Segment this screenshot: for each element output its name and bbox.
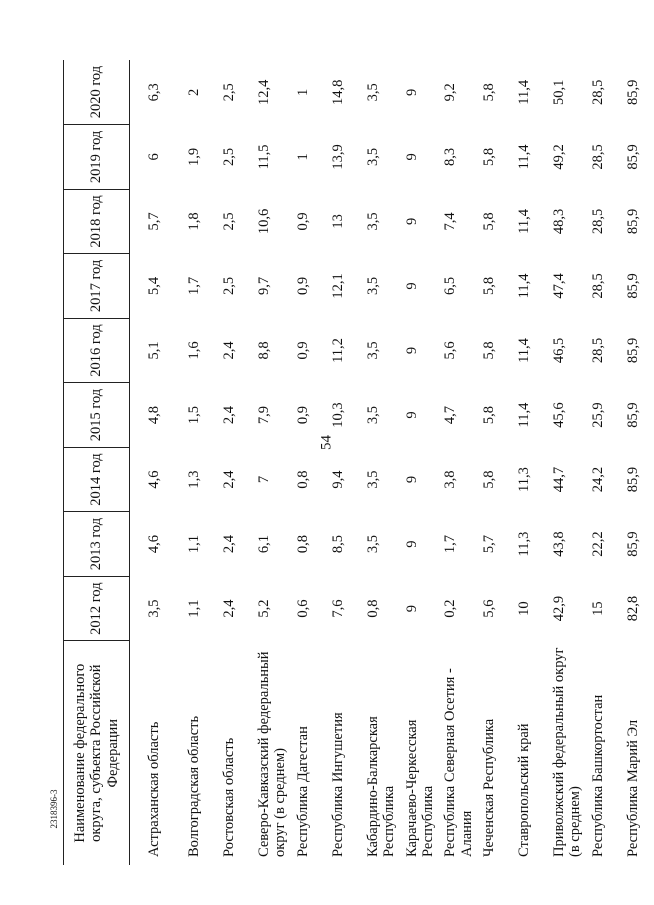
value-text: 1	[294, 153, 311, 161]
value-cell	[436, 189, 475, 254]
value-cell	[180, 189, 215, 254]
value-text: 9	[403, 540, 420, 548]
value-text: 0,9	[294, 276, 311, 296]
value-text: 11,2	[329, 338, 346, 363]
value-text: 5,8	[481, 147, 497, 166]
value-cell	[324, 254, 359, 319]
value-cell	[475, 189, 510, 254]
value-cell	[359, 60, 398, 125]
value-cell	[359, 576, 398, 641]
table-container	[63, 60, 641, 865]
value-cell	[510, 383, 545, 448]
value-cell	[619, 447, 654, 512]
value-cell	[250, 576, 289, 641]
value-text: 6,5	[442, 276, 459, 296]
value-cell	[619, 576, 654, 641]
value-text: 3,5	[364, 147, 381, 166]
region-name-cell: Волгоградская область	[186, 715, 202, 857]
value-text: 2,5	[221, 147, 237, 166]
column-header-year: 2018 год	[64, 189, 130, 254]
value-text: 46,5	[551, 337, 567, 364]
value-text: 24,2	[589, 466, 606, 493]
value-cell	[475, 512, 510, 577]
value-cell	[398, 254, 437, 319]
region-name-cell: Чеченская Республика	[481, 718, 497, 857]
column-header-year: 2016 год	[64, 318, 130, 383]
value-text: 28,5	[589, 208, 606, 235]
value-cell	[545, 125, 584, 190]
value-text: 1,7	[442, 535, 459, 554]
region-name-cell: Ставропольский край	[516, 723, 532, 857]
value-cell	[180, 447, 215, 512]
value-text: 7	[256, 475, 272, 484]
value-cell	[436, 512, 475, 577]
value-text: 9	[403, 346, 420, 355]
value-text: 2,4	[221, 405, 237, 425]
value-cell	[545, 60, 584, 125]
rotated-table	[63, 60, 641, 865]
value-text: 4,8	[146, 405, 162, 425]
value-text: 5,8	[481, 341, 497, 360]
column-header-year: 2014 год	[64, 447, 130, 512]
value-cell	[584, 60, 619, 125]
value-cell	[436, 383, 475, 448]
column-header-year: 2015 год	[64, 383, 130, 448]
value-text: 3,5	[364, 83, 381, 102]
value-text: 3,5	[364, 212, 381, 231]
value-text: 3,5	[364, 405, 381, 425]
value-text: 3,5	[364, 535, 381, 554]
value-cell	[359, 383, 398, 448]
value-cell	[584, 125, 619, 190]
value-cell	[584, 447, 619, 512]
value-cell	[584, 576, 619, 641]
value-cell	[475, 383, 510, 448]
value-cell	[289, 318, 324, 383]
value-cell	[475, 318, 510, 383]
value-cell	[475, 254, 510, 319]
value-text: 28,5	[589, 273, 606, 299]
value-cell	[180, 125, 215, 190]
value-cell	[545, 512, 584, 577]
value-cell	[545, 576, 584, 641]
value-text: 0,6	[294, 599, 311, 618]
value-cell	[324, 576, 359, 641]
value-text: 0,9	[294, 405, 311, 425]
value-cell	[215, 60, 250, 125]
column-header-year: 2020 год	[64, 60, 130, 125]
value-text: 9	[403, 475, 420, 484]
value-cell	[250, 318, 289, 383]
value-text: 5,6	[442, 341, 459, 360]
table-row	[180, 60, 215, 865]
table-row	[324, 60, 359, 865]
value-text: 5,2	[256, 599, 272, 618]
value-cell	[398, 318, 437, 383]
value-text: 48,3	[551, 208, 567, 235]
value-text: 7,9	[256, 405, 272, 425]
value-cell	[250, 254, 289, 319]
value-text: 5,8	[481, 83, 497, 102]
value-cell	[359, 447, 398, 512]
value-cell	[510, 512, 545, 577]
value-text: 2	[186, 88, 202, 96]
table-row	[584, 60, 619, 865]
value-text: 2,4	[221, 599, 237, 618]
value-cell	[130, 60, 181, 125]
value-text: 11,4	[516, 273, 532, 299]
value-text: 5,1	[146, 341, 162, 360]
value-text: 5,7	[146, 212, 162, 231]
value-text: 10,3	[329, 402, 346, 428]
value-cell	[510, 60, 545, 125]
value-cell	[180, 576, 215, 641]
value-text: 11,4	[516, 402, 532, 428]
data-table	[63, 60, 654, 865]
value-cell	[324, 318, 359, 383]
value-cell	[475, 60, 510, 125]
value-cell	[398, 512, 437, 577]
value-text: 47,4	[551, 273, 567, 299]
value-cell	[398, 60, 437, 125]
value-text: 0,8	[294, 535, 311, 554]
value-text: 5,8	[481, 212, 497, 231]
table-row	[250, 60, 289, 865]
table-body	[130, 60, 654, 865]
value-cell	[545, 447, 584, 512]
value-cell	[250, 189, 289, 254]
value-text: 0,8	[364, 599, 381, 618]
value-cell	[250, 512, 289, 577]
value-text: 3,8	[442, 470, 459, 489]
value-cell	[180, 512, 215, 577]
value-text: 6,1	[256, 535, 272, 554]
value-text: 28,5	[589, 144, 606, 170]
value-cell	[289, 189, 324, 254]
value-cell	[619, 60, 654, 125]
value-text: 2,5	[221, 83, 237, 102]
value-text: 7,6	[329, 599, 346, 618]
column-header-year: 2017 год	[64, 254, 130, 319]
column-header-year: 2019 год	[64, 125, 130, 190]
value-text: 3,5	[364, 470, 381, 489]
value-text: 45,6	[551, 402, 567, 428]
value-cell	[510, 447, 545, 512]
value-text: 49,2	[551, 144, 567, 170]
value-text: 8,3	[442, 147, 459, 166]
value-text: 14,8	[329, 79, 346, 105]
document-code: 2318396-3	[49, 789, 59, 829]
value-text: 0,8	[294, 470, 311, 489]
value-text: 6,3	[146, 83, 162, 102]
region-name-cell: Приволжский федеральный округ (в среднем)	[551, 647, 584, 857]
value-cell	[398, 383, 437, 448]
value-text: 1,8	[186, 212, 202, 231]
value-cell	[324, 383, 359, 448]
value-cell	[359, 254, 398, 319]
value-text: 9	[403, 88, 420, 96]
value-cell	[250, 447, 289, 512]
value-text: 85,9	[624, 208, 641, 235]
value-text: 9,7	[256, 276, 272, 296]
value-cell	[619, 125, 654, 190]
value-cell	[359, 125, 398, 190]
value-cell	[289, 125, 324, 190]
value-cell	[324, 512, 359, 577]
value-text: 5,8	[481, 405, 497, 425]
table-row	[545, 60, 584, 865]
region-name-cell: Ростовская область	[221, 737, 237, 857]
value-cell	[510, 125, 545, 190]
value-text: 0,9	[294, 212, 311, 231]
value-text: 11,4	[516, 144, 532, 170]
value-text: 4,7	[442, 405, 459, 425]
value-cell	[510, 189, 545, 254]
table-row	[289, 60, 324, 865]
value-cell	[130, 576, 181, 641]
value-cell	[359, 318, 398, 383]
value-cell	[510, 576, 545, 641]
value-text: 1,9	[186, 147, 202, 166]
value-text: 11,4	[516, 338, 532, 363]
value-text: 11,5	[256, 144, 272, 170]
value-cell	[436, 60, 475, 125]
value-text: 50,1	[551, 79, 567, 105]
value-cell	[180, 318, 215, 383]
value-cell	[130, 383, 181, 448]
value-cell	[398, 125, 437, 190]
table-row	[359, 60, 398, 865]
value-text: 9	[403, 282, 420, 290]
value-cell	[436, 254, 475, 319]
value-cell	[250, 60, 289, 125]
value-text: 85,9	[624, 144, 641, 170]
value-cell	[215, 318, 250, 383]
value-text: 1,3	[186, 470, 202, 489]
value-cell	[619, 254, 654, 319]
column-header-name: Наименование федерального округа, субъекта Российской Федерации	[64, 641, 130, 865]
value-text: 3,5	[364, 341, 381, 360]
value-cell	[130, 254, 181, 319]
value-text: 9,2	[442, 83, 459, 102]
value-cell	[324, 189, 359, 254]
value-cell	[130, 318, 181, 383]
value-text: 43,8	[551, 531, 567, 557]
value-text: 25,9	[589, 402, 606, 428]
value-cell	[436, 447, 475, 512]
region-name-cell: Республика Башкортостан	[589, 694, 606, 857]
value-text: 1,1	[186, 599, 202, 618]
value-cell	[359, 189, 398, 254]
value-text: 13,9	[329, 144, 346, 170]
value-text: 2,5	[221, 276, 237, 296]
value-text: 82,8	[624, 595, 641, 622]
value-cell	[130, 125, 181, 190]
value-text: 28,5	[589, 79, 606, 105]
value-cell	[398, 447, 437, 512]
table-row	[475, 60, 510, 865]
value-cell	[215, 383, 250, 448]
value-cell	[475, 576, 510, 641]
value-cell	[475, 125, 510, 190]
value-text: 4,6	[146, 535, 162, 554]
value-text: 11,4	[516, 79, 532, 105]
value-cell	[584, 254, 619, 319]
value-cell	[180, 383, 215, 448]
value-cell	[130, 512, 181, 577]
value-cell	[250, 125, 289, 190]
value-text: 8,8	[256, 341, 272, 360]
value-text: 22,2	[589, 531, 606, 557]
region-name-cell: Карачаево-Черкесская Республика	[403, 719, 436, 857]
column-header-year: 2012 год	[64, 576, 130, 641]
value-cell	[584, 189, 619, 254]
value-text: 9,4	[329, 470, 346, 489]
table-row	[619, 60, 654, 865]
value-cell	[215, 125, 250, 190]
value-text: 5,4	[146, 276, 162, 296]
value-text: 11,3	[516, 467, 532, 492]
value-text: 0,2	[442, 599, 459, 618]
value-text: 5,7	[481, 535, 497, 554]
value-cell	[215, 189, 250, 254]
region-name-cell: Республика Дагестан	[294, 726, 311, 857]
value-cell	[619, 189, 654, 254]
value-text: 10,6	[256, 208, 272, 235]
value-text: 9	[403, 411, 420, 419]
value-text: 9	[403, 217, 420, 226]
value-cell	[324, 447, 359, 512]
value-cell	[289, 512, 324, 577]
value-text: 1,1	[186, 535, 202, 554]
value-text: 11,3	[516, 531, 532, 557]
value-text: 85,9	[624, 402, 641, 428]
value-text: 8,5	[329, 535, 346, 554]
value-text: 85,9	[624, 273, 641, 299]
table-row	[398, 60, 437, 865]
value-cell	[584, 318, 619, 383]
value-text: 10	[516, 601, 532, 616]
value-text: 2,4	[221, 470, 237, 489]
value-cell	[289, 576, 324, 641]
value-cell	[545, 318, 584, 383]
value-cell	[619, 318, 654, 383]
value-cell	[510, 254, 545, 319]
value-text: 11,4	[516, 209, 532, 234]
value-text: 1,5	[186, 405, 202, 425]
value-cell	[324, 60, 359, 125]
region-name-cell: Республика Ингушетия	[329, 712, 346, 857]
value-cell	[289, 447, 324, 512]
value-text: 85,9	[624, 337, 641, 364]
value-cell	[215, 512, 250, 577]
value-cell	[289, 254, 324, 319]
region-name-cell: Астраханская область	[146, 721, 162, 857]
table-row	[130, 60, 181, 865]
region-name-cell: Северо-Кавказский федеральный округ (в среднем)	[256, 651, 289, 857]
value-text: 0,9	[294, 341, 311, 360]
value-text: 85,9	[624, 466, 641, 493]
value-text: 5,6	[481, 599, 497, 618]
value-cell	[475, 447, 510, 512]
value-text: 15	[589, 601, 606, 616]
value-text: 3,5	[364, 276, 381, 296]
value-text: 44,7	[551, 466, 567, 493]
value-cell	[436, 318, 475, 383]
value-cell	[619, 383, 654, 448]
value-text: 7,4	[442, 212, 459, 231]
value-text: 5,8	[481, 470, 497, 489]
value-text: 13	[329, 214, 346, 229]
value-cell	[215, 254, 250, 319]
value-text: 2,5	[221, 212, 237, 231]
value-text: 2,4	[221, 535, 237, 554]
value-cell	[130, 447, 181, 512]
value-text: 3,5	[146, 599, 162, 618]
value-text: 42,9	[551, 595, 567, 622]
value-text: 85,9	[624, 79, 641, 105]
value-text: 6	[146, 153, 162, 161]
region-name-cell: Республика Марий Эл	[624, 719, 641, 857]
value-cell	[359, 512, 398, 577]
column-header-year: 2013 год	[64, 512, 130, 577]
table-header-row	[64, 60, 130, 865]
value-text: 85,9	[624, 531, 641, 557]
value-cell	[436, 125, 475, 190]
value-cell	[619, 512, 654, 577]
value-text: 12,1	[329, 273, 346, 299]
value-text: 9	[403, 604, 420, 613]
value-cell	[584, 512, 619, 577]
value-cell	[436, 576, 475, 641]
value-text: 1,7	[186, 276, 202, 296]
value-cell	[180, 254, 215, 319]
value-text: 4,6	[146, 470, 162, 489]
value-cell	[289, 383, 324, 448]
value-text: 5,8	[481, 276, 497, 296]
value-cell	[215, 447, 250, 512]
value-cell	[215, 576, 250, 641]
region-name-cell: Республика Северная Осетия - Алания	[442, 668, 475, 857]
value-text: 12,4	[256, 79, 272, 105]
value-cell	[584, 383, 619, 448]
value-cell	[180, 60, 215, 125]
value-cell	[545, 189, 584, 254]
table-row	[436, 60, 475, 865]
value-text: 28,5	[589, 337, 606, 364]
value-cell	[250, 383, 289, 448]
table-row	[510, 60, 545, 865]
value-cell	[545, 383, 584, 448]
value-text: 1	[294, 88, 311, 96]
page-number: 54	[318, 435, 335, 450]
region-name-cell: Кабардино-Балкарская Республика	[364, 716, 398, 857]
value-text: 9	[403, 153, 420, 161]
value-text: 2,4	[221, 341, 237, 360]
value-cell	[289, 60, 324, 125]
table-row	[215, 60, 250, 865]
value-cell	[545, 254, 584, 319]
value-cell	[324, 125, 359, 190]
value-text: 1,6	[186, 341, 202, 360]
value-cell	[398, 189, 437, 254]
value-cell	[510, 318, 545, 383]
value-cell	[398, 576, 437, 641]
value-cell	[130, 189, 181, 254]
